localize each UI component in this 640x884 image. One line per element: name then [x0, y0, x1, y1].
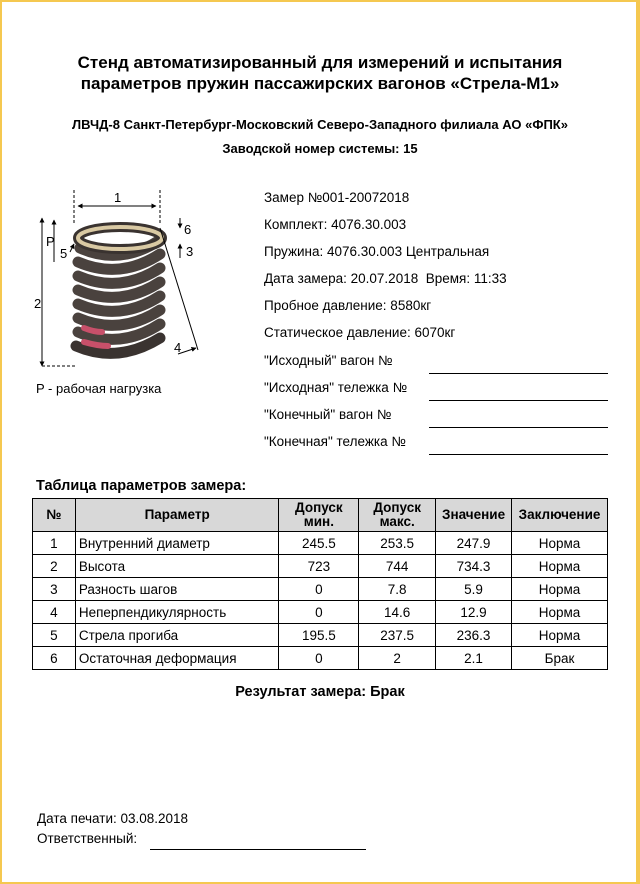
cell-value: 734.3	[436, 555, 512, 578]
measurement-date: Дата замера: 20.07.2018	[264, 271, 419, 286]
cell-param: Разность шагов	[75, 578, 279, 601]
final-wagon-label: "Конечный" вагон №	[264, 407, 392, 422]
header-min	[279, 499, 359, 532]
header-max-line2: макс.	[379, 514, 415, 529]
cell-param: Высота	[75, 555, 279, 578]
cell-conclusion: Норма	[512, 555, 608, 578]
parameters-table	[32, 498, 608, 670]
cell-num: 2	[33, 555, 76, 578]
dim-label-3: 3	[186, 244, 194, 259]
cell-max: 7.8	[359, 578, 436, 601]
measurement-datetime	[264, 271, 507, 286]
dim-label-6: 6	[184, 222, 192, 237]
cell-min: 0	[279, 578, 359, 601]
dim-label-5: 5	[60, 246, 68, 261]
table-row	[33, 624, 608, 647]
cell-num: 4	[33, 601, 76, 624]
header-min-line2: мин.	[303, 514, 334, 529]
cell-value: 236.3	[436, 624, 512, 647]
cell-max: 744	[359, 555, 436, 578]
organization: ЛВЧД-8 Санкт-Петербург-Московский Северо-Западного филиала АО «ФПК»	[72, 117, 568, 132]
cell-num: 1	[33, 532, 76, 555]
measurement-number: Замер №001-20072018	[264, 190, 410, 205]
header-max	[359, 499, 436, 532]
header-num: №	[33, 499, 76, 532]
table-header-row	[33, 499, 608, 532]
cell-max: 237.5	[359, 624, 436, 647]
cell-num: 5	[33, 624, 76, 647]
spring-type: Пружина: 4076.30.003 Центральная	[264, 244, 490, 259]
load-note: P - рабочая нагрузка	[36, 381, 162, 396]
header-min-line1: Допуск	[295, 500, 343, 515]
initial-bogie-line	[429, 399, 608, 401]
cell-min: 0	[279, 647, 359, 670]
cell-min: 245.5	[279, 532, 359, 555]
cell-param: Внутренний диаметр	[75, 532, 279, 555]
table-row	[33, 555, 608, 578]
test-pressure: Пробное давление: 8580кг	[264, 298, 432, 313]
initial-wagon-line	[429, 372, 608, 374]
cell-conclusion: Норма	[512, 578, 608, 601]
spring-coils	[76, 227, 162, 353]
cell-num: 6	[33, 647, 76, 670]
print-date: Дата печати: 03.08.2018	[37, 811, 189, 826]
cell-value: 5.9	[436, 578, 512, 601]
header-value: Значение	[436, 499, 512, 532]
title-line-2: параметров пружин пассажирских вагонов «Стрела-М1»	[80, 74, 560, 93]
cell-max: 253.5	[359, 532, 436, 555]
measurement-result: Результат замера: Брак	[235, 684, 405, 700]
title-line-1: Стенд автоматизированный для измерений и испытания	[77, 53, 563, 72]
table-row	[33, 601, 608, 624]
cell-max: 2	[359, 647, 436, 670]
table-caption: Таблица параметров замера:	[36, 478, 247, 494]
static-pressure: Статическое давление: 6070кг	[264, 325, 456, 340]
cell-min: 0	[279, 601, 359, 624]
header-param: Параметр	[75, 499, 279, 532]
cell-param: Стрела прогиба	[75, 624, 279, 647]
final-bogie-label: "Конечная" тележка №	[264, 434, 406, 449]
table-row	[33, 578, 608, 601]
system-serial: Заводской номер системы: 15	[222, 141, 418, 156]
cell-conclusion: Норма	[512, 532, 608, 555]
initial-bogie-label: "Исходная" тележка №	[264, 380, 408, 395]
cell-num: 3	[33, 578, 76, 601]
cell-value: 247.9	[436, 532, 512, 555]
report-title	[0, 52, 640, 94]
dim-label-1: 1	[114, 190, 122, 205]
cell-max: 14.6	[359, 601, 436, 624]
dim-label-p: P	[46, 234, 55, 249]
final-wagon-line	[429, 426, 608, 428]
responsible-label: Ответственный:	[37, 831, 138, 846]
table-row	[33, 647, 608, 670]
final-bogie-line	[429, 453, 608, 455]
measurement-time: Время: 11:33	[425, 271, 507, 286]
cell-min: 195.5	[279, 624, 359, 647]
spring-diagram	[28, 182, 208, 377]
header-max-line1: Допуск	[373, 500, 421, 515]
cell-min: 723	[279, 555, 359, 578]
cell-param: Остаточная деформация	[75, 647, 279, 670]
kit-number: Комплект: 4076.30.003	[264, 217, 407, 232]
header-conclusion: Заключение	[512, 499, 608, 532]
cell-value: 12.9	[436, 601, 512, 624]
cell-conclusion: Брак	[512, 647, 608, 670]
cell-param: Неперпендикулярность	[75, 601, 279, 624]
dim-label-4: 4	[174, 340, 182, 355]
cell-value: 2.1	[436, 647, 512, 670]
table-row	[33, 532, 608, 555]
cell-conclusion: Норма	[512, 601, 608, 624]
dim-label-2: 2	[34, 296, 42, 311]
cell-conclusion: Норма	[512, 624, 608, 647]
initial-wagon-label: "Исходный" вагон №	[264, 353, 393, 368]
responsible-signature-line	[150, 849, 366, 850]
